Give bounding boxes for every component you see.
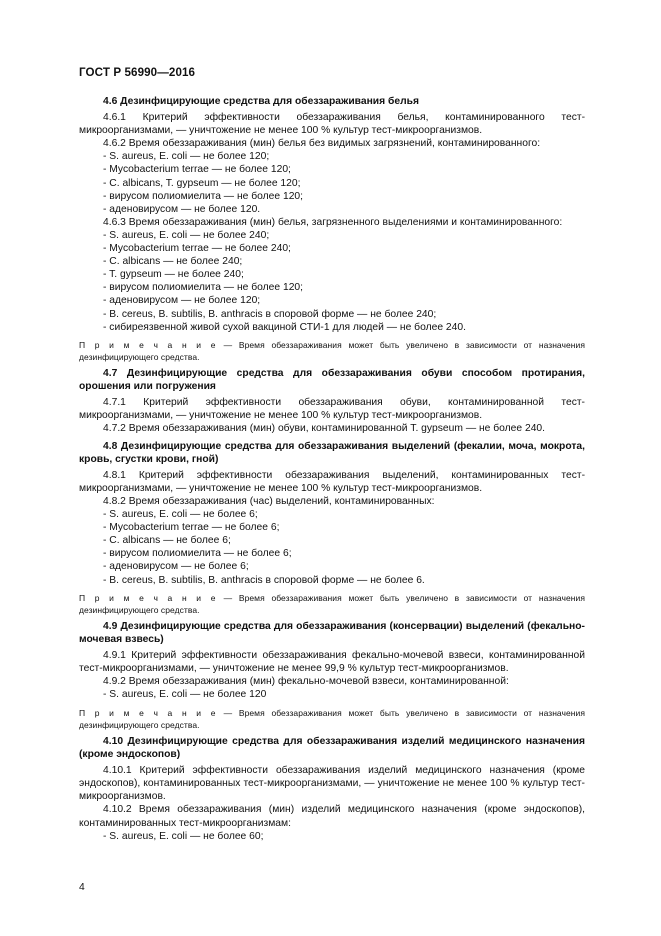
paragraph: 4.10.2 Время обеззараживания (мин) изделий медицинского назначения (кроме эндоскопов), контаминированных тест-микроорганизмам: [79, 804, 585, 829]
list-item: - вирусом полиомиелита — не более 6; [103, 548, 292, 560]
list-item: - Mycobacterium terrae — не более 120; [103, 164, 291, 176]
paragraph: 4.10.1 Критерий эффективности обеззараживания изделий медицинского назначения (кроме эндоскопов), контаминированных тест-микроорганизмами, — уничтожение не менее 100 % культур тест-микроорганизмов. [79, 765, 585, 803]
paragraph: 4.7.1 Критерий эффективности обеззараживания обуви, контаминированной тест-микроорганизмами, — уничтожение не менее 100 % культур тест-микроорганизмов. [79, 397, 585, 422]
section-heading: 4.6 Дезинфицирующие средства для обеззараживания белья [103, 96, 419, 107]
paragraph: 4.6.2 Время обеззараживания (мин) белья без видимых загрязнений, контаминированного: [103, 138, 541, 150]
note-text: — Время обеззараживания может быть увеличено в зависимости от назначения дезинфицирующего средства. [79, 592, 585, 615]
note [79, 707, 585, 731]
note-label: П р и м е ч а н и е [79, 707, 217, 718]
paragraph: 4.7.2 Время обеззараживания (мин) обуви, контаминированной T. gypseum — не более 240. [103, 423, 546, 435]
page-number: 4 [79, 882, 85, 893]
document-body [79, 95, 585, 843]
list-item: - Mycobacterium terrae — не более 240; [103, 243, 291, 255]
list-item: - C. albicans, T. gypseum — не более 120; [103, 177, 301, 189]
note-text: — Время обеззараживания может быть увеличено в зависимости от назначения дезинфицирующего средства. [79, 707, 585, 730]
section-heading: 4.7 Дезинфицирующие средства для обеззараживания обуви способом протирания, орошения или погружения [79, 368, 585, 393]
paragraph: 4.9.1 Критерий эффективности обеззараживания фекально-мочевой взвеси, контаминированной тест-микроорганизмами, — уничтожение не менее 99,9 % культур тест-микроорганизмов. [79, 650, 585, 675]
note [79, 339, 585, 363]
list-item: - C. albicans — не более 6; [103, 535, 231, 547]
paragraph: 4.8.1 Критерий эффективности обеззараживания выделений, контаминированных тест-микроорганизмами, — уничтожение не менее 100 % культур тест-микроорганизмов. [79, 469, 585, 494]
list-item: - B. cereus, B. subtilis, B. anthracis в споровой форме — не более 6. [103, 574, 425, 586]
list-item: - аденовирусом — не более 6; [103, 561, 249, 573]
list-item: - S. aureus, E. coli — не более 120; [103, 151, 270, 163]
list-item: - S. aureus, E. coli — не более 240; [103, 229, 270, 241]
note-text: — Время обеззараживания может быть увеличено в зависимости от назначения дезинфицирующего средства. [79, 339, 585, 362]
paragraph: 4.8.2 Время обеззараживания (час) выделений, контаминированных: [103, 495, 435, 507]
list-item: - B. cereus, B. subtilis, B. anthracis в споровой форме — не более 240; [103, 308, 437, 320]
paragraph: 4.6.3 Время обеззараживания (мин) белья, загрязненного выделениями и контаминированного: [103, 216, 563, 228]
list-item: - S. aureus, E. coli — не более 120 [103, 689, 267, 701]
list-item: - S. aureus, E. coli — не более 60; [103, 830, 264, 842]
list-item: - T. gypseum — не более 240; [103, 269, 244, 281]
paragraph: 4.9.2 Время обеззараживания (мин) фекально-мочевой взвеси, контаминированной: [103, 676, 509, 688]
list-item: - Mycobacterium terrae — не более 6; [103, 522, 280, 534]
list-item: - сибиреязвенной живой сухой вакциной СТИ-1 для людей — не более 240. [103, 321, 466, 333]
section-heading: 4.10 Дезинфицирующие средства для обеззараживания изделий медицинского назначения (кроме эндоскопов) [79, 735, 585, 761]
note-label: П р и м е ч а н и е [79, 592, 217, 603]
list-item: - аденовирусом — не более 120; [103, 295, 261, 307]
list-item: - C. albicans — не более 240; [103, 256, 243, 268]
note-label: П р и м е ч а н и е [79, 339, 217, 350]
paragraph: 4.6.1 Критерий эффективности обеззараживания белья, контаминированного тест-микроорганизмами, — уничтожение не менее 100 % культур тест-микроорганизмов. [79, 112, 585, 137]
standard-header: ГОСТ Р 56990—2016 [79, 66, 196, 79]
list-item: - аденовирусом — не более 120. [103, 203, 261, 215]
section-heading: 4.9 Дезинфицирующие средства для обеззараживания (консервации) выделений (фекально-мочевая взвесь) [79, 621, 585, 646]
list-item: - вирусом полиомиелита — не более 120; [103, 282, 304, 294]
section-heading: 4.8 Дезинфицирующие средства для обеззараживания выделений (фекалии, моча, мокрота, кровь, сгустки крови, гной) [79, 440, 585, 465]
list-item: - вирусом полиомиелита — не более 120; [103, 190, 304, 202]
list-item: - S. aureus, E. coli — не более 6; [103, 509, 258, 521]
note [79, 592, 585, 616]
